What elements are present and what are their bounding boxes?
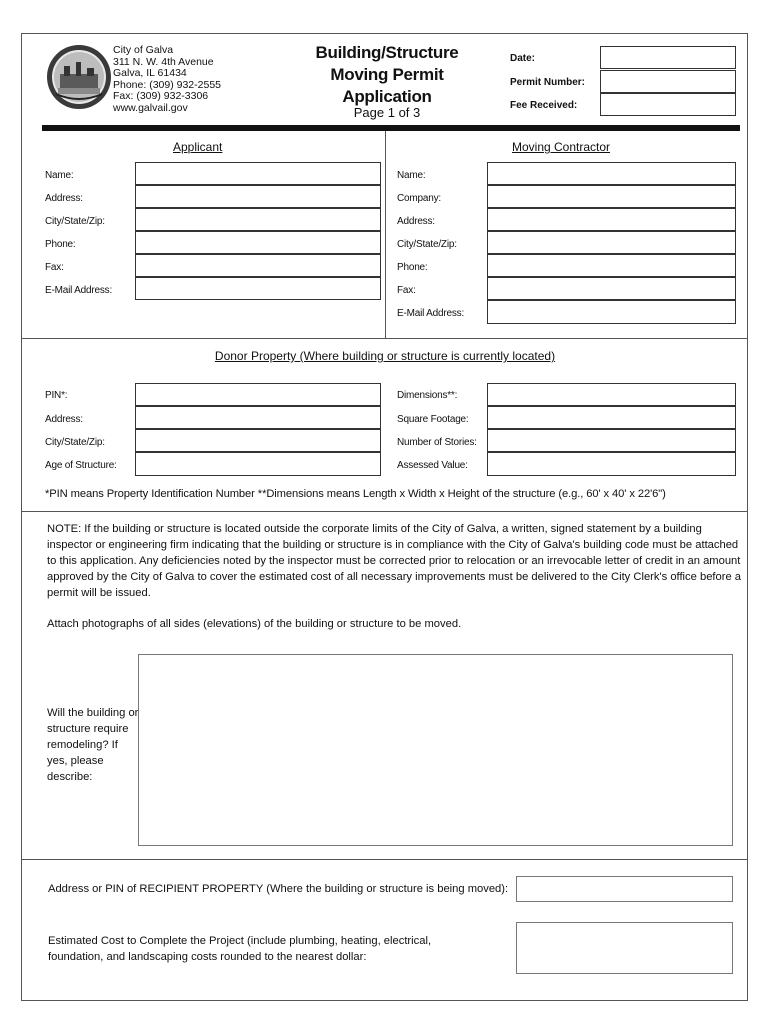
applicant-address-field[interactable] bbox=[135, 185, 381, 208]
header-rule bbox=[42, 125, 740, 131]
address-line: City of Galva bbox=[113, 44, 174, 56]
donor-address-field[interactable] bbox=[135, 406, 381, 429]
donor-age-label: Age of Structure: bbox=[45, 460, 117, 471]
applicant-fax-field[interactable] bbox=[135, 254, 381, 277]
donor-pin-field[interactable] bbox=[135, 383, 381, 406]
date-field[interactable] bbox=[600, 46, 736, 69]
date-label: Date: bbox=[510, 53, 536, 64]
estimated-cost-field[interactable] bbox=[516, 922, 733, 974]
contractor-city-label: City/State/Zip: bbox=[397, 239, 457, 250]
section-divider bbox=[21, 511, 748, 512]
estimated-cost-label: Estimated Cost to Complete the Project (include plumbing, heating, electrical, foundation, and landscaping costs rounded to the nearest dollar: bbox=[48, 935, 432, 963]
section-divider bbox=[21, 859, 748, 860]
donor-address-label: Address: bbox=[45, 414, 83, 425]
donor-city-field[interactable] bbox=[135, 429, 381, 452]
donor-heading: Donor Property (Where building or structure is currently located) bbox=[214, 349, 556, 363]
page-number: Page 1 of 3 bbox=[353, 105, 421, 120]
applicant-name-label: Name: bbox=[45, 170, 74, 181]
applicant-heading: Applicant bbox=[173, 140, 223, 154]
contractor-email-label: E-Mail Address: bbox=[397, 308, 465, 319]
donor-city-label: City/State/Zip: bbox=[45, 437, 105, 448]
donor-value-field[interactable] bbox=[487, 452, 736, 476]
fee-received-field[interactable] bbox=[600, 93, 736, 116]
applicant-city-field[interactable] bbox=[135, 208, 381, 231]
contractor-city-field[interactable] bbox=[487, 231, 736, 254]
recipient-address-label: Address or PIN of RECIPIENT PROPERTY (Where the building or structure is being moved): bbox=[48, 883, 509, 895]
donor-age-field[interactable] bbox=[135, 452, 381, 476]
applicant-phone-label: Phone: bbox=[45, 239, 76, 250]
contractor-heading: Moving Contractor bbox=[512, 140, 611, 154]
city-seal-logo bbox=[46, 44, 112, 110]
donor-sqft-label: Square Footage: bbox=[397, 414, 469, 425]
donor-footnote: *PIN means Property Identification Number **Dimensions means Length x Width x Height of the structure (e.g., 60' x 40' x 22'6") bbox=[45, 488, 666, 500]
remodel-question: Will the building or structure require remodeling? If yes, please describe: bbox=[47, 707, 139, 783]
donor-dimensions-field[interactable] bbox=[487, 383, 736, 406]
contractor-name-label: Name: bbox=[397, 170, 426, 181]
contractor-address-label: Address: bbox=[397, 216, 435, 227]
contractor-fax-label: Fax: bbox=[397, 285, 416, 296]
contractor-phone-label: Phone: bbox=[397, 262, 428, 273]
fee-received-label: Fee Received: bbox=[510, 100, 578, 111]
donor-value-label: Assessed Value: bbox=[397, 460, 468, 471]
applicant-address-label: Address: bbox=[45, 193, 83, 204]
permit-number-field[interactable] bbox=[600, 70, 736, 93]
applicant-email-field[interactable] bbox=[135, 277, 381, 300]
address-line: Phone: (309) 932-2555 bbox=[113, 78, 221, 91]
applicant-fax-label: Fax: bbox=[45, 262, 64, 273]
city-address-block bbox=[113, 45, 221, 114]
title-line: Moving Permit bbox=[330, 65, 444, 84]
photos-instruction: Attach photographs of all sides (elevations) of the building or structure to be moved. bbox=[47, 618, 462, 630]
contractor-company-field[interactable] bbox=[487, 185, 736, 208]
address-line: Galva, IL 61434 bbox=[113, 67, 187, 79]
donor-stories-label: Number of Stories: bbox=[397, 437, 477, 448]
donor-dimensions-label: Dimensions**: bbox=[397, 390, 458, 401]
contractor-fax-field[interactable] bbox=[487, 277, 736, 300]
permit-number-label: Permit Number: bbox=[510, 77, 586, 88]
note-paragraph: NOTE: If the building or structure is located outside the corporate limits of the City of Galva, a written, signed statement by a building inspector or engineering firm indicating that the building or structure is in compliance with the City of Galva's building code must be attached to this application. Any deficiencies noted by the inspector must be corrected prior to relocation or an irrevocable letter of credit in an amount approved by the City of Galva to cover the estimated cost of all necessary improvements must be delivered to the City Clerk's office before a permit will be issued. bbox=[47, 523, 742, 599]
address-line: 311 N. W. 4th Avenue bbox=[113, 55, 214, 68]
title-line: Application bbox=[342, 87, 432, 106]
title-line: Building/Structure bbox=[315, 43, 459, 62]
form-title bbox=[298, 42, 476, 108]
column-divider bbox=[385, 131, 386, 338]
recipient-address-field[interactable] bbox=[516, 876, 733, 902]
section-divider bbox=[21, 338, 748, 339]
donor-pin-label: PIN*: bbox=[45, 390, 68, 401]
contractor-address-field[interactable] bbox=[487, 208, 736, 231]
applicant-city-label: City/State/Zip: bbox=[45, 216, 105, 227]
applicant-name-field[interactable] bbox=[135, 162, 381, 185]
applicant-email-label: E-Mail Address: bbox=[45, 285, 113, 296]
address-line: Fax: (309) 932-3306 bbox=[113, 90, 209, 102]
contractor-phone-field[interactable] bbox=[487, 254, 736, 277]
contractor-name-field[interactable] bbox=[487, 162, 736, 185]
remodel-description-field[interactable] bbox=[138, 654, 733, 846]
applicant-phone-field[interactable] bbox=[135, 231, 381, 254]
contractor-company-label: Company: bbox=[397, 193, 441, 204]
address-line: www.galvail.gov bbox=[113, 101, 188, 114]
contractor-email-field[interactable] bbox=[487, 300, 736, 324]
donor-stories-field[interactable] bbox=[487, 429, 736, 452]
donor-sqft-field[interactable] bbox=[487, 406, 736, 429]
